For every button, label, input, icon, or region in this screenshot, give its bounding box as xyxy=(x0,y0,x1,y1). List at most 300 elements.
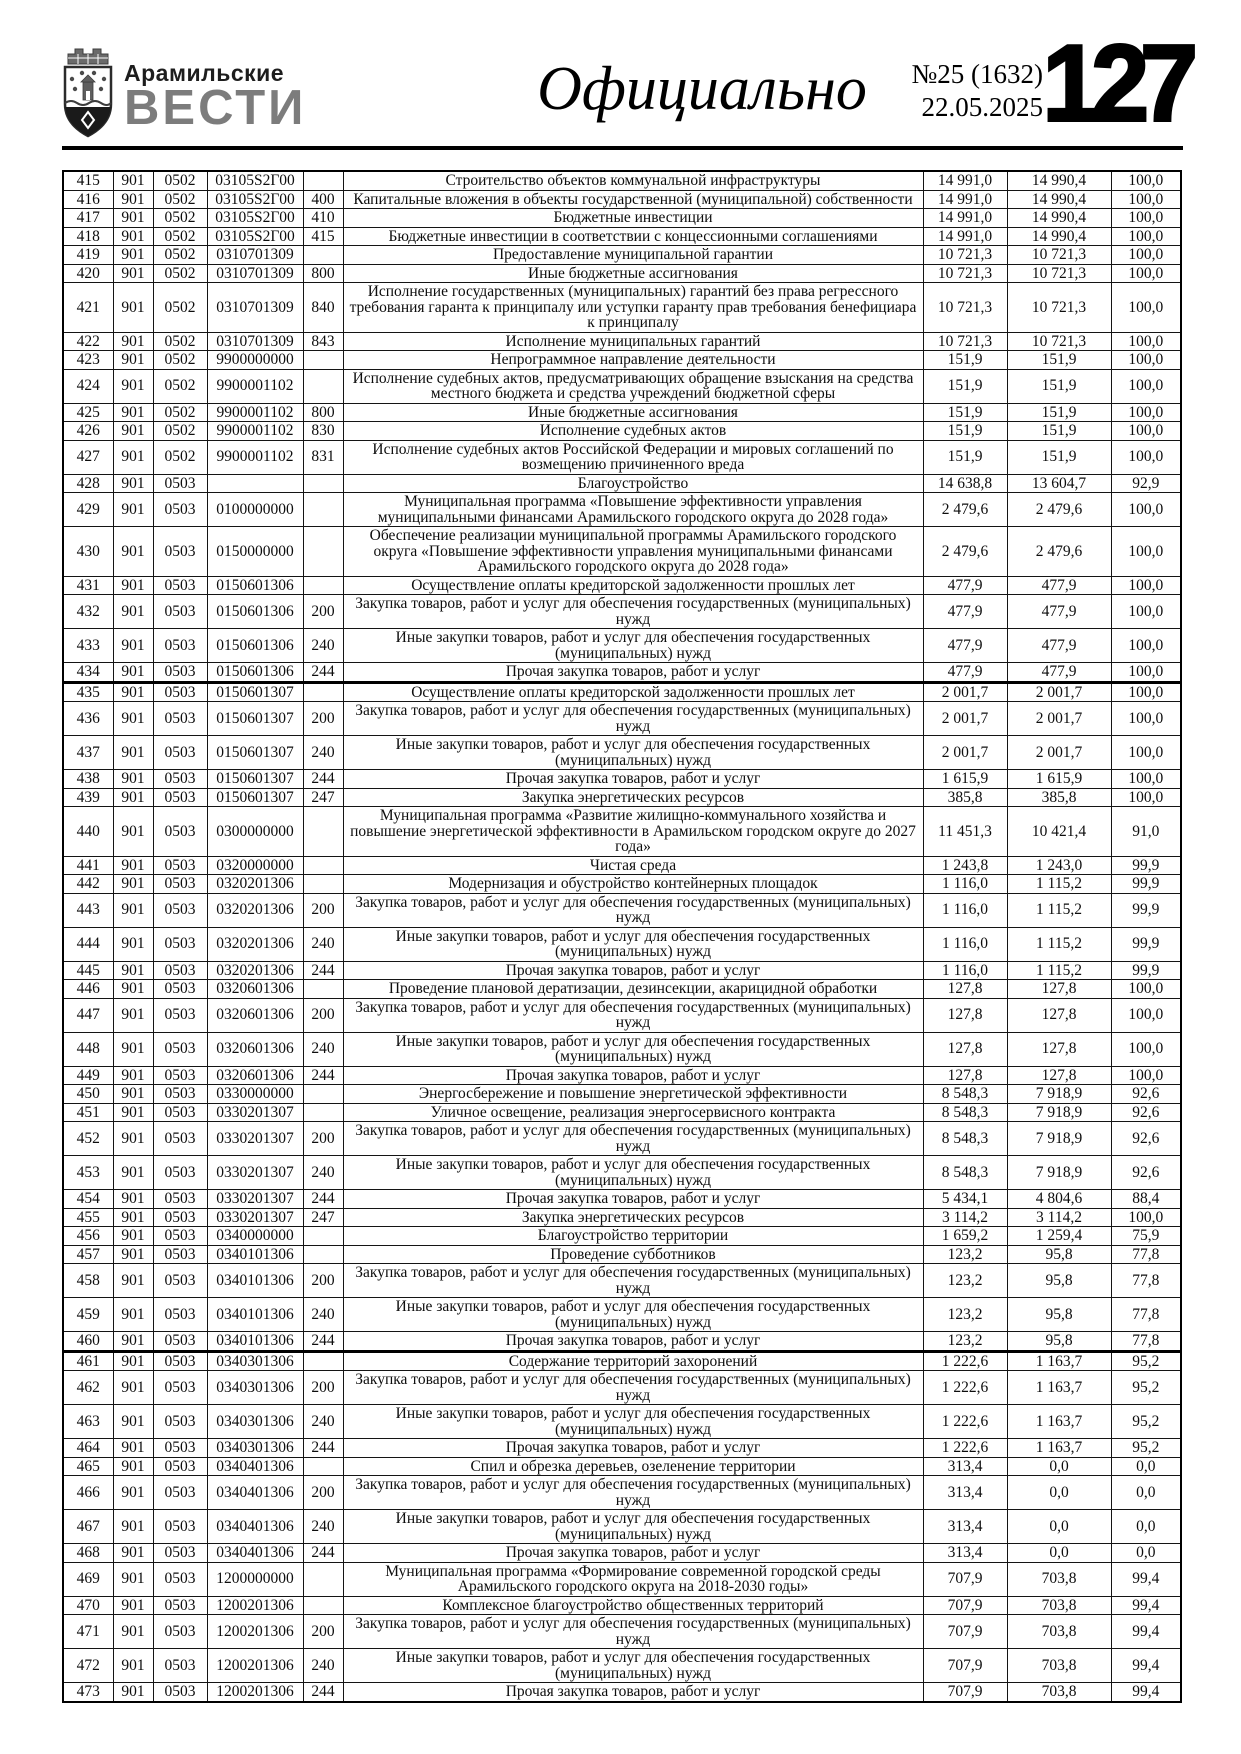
expense-name-cell: Иные закупки товаров, работ и услуг для обеспечения государственных (муниципальных) нужд xyxy=(343,629,923,663)
row-number-cell: 439 xyxy=(63,788,113,807)
section-code-cell: 0503 xyxy=(153,576,207,595)
issue-date: 22.05.2025 xyxy=(921,92,1043,122)
newspaper-name xyxy=(124,46,307,135)
plan-amount-cell: 151,9 xyxy=(923,351,1007,370)
table-row xyxy=(63,1122,1181,1156)
percent-cell: 100,0 xyxy=(1111,440,1181,474)
section-code-cell: 0503 xyxy=(153,1298,207,1332)
target-article-cell: 9900001102 xyxy=(207,403,303,422)
expense-name-cell: Энергосбережение и повышение энергетической эффективности xyxy=(343,1085,923,1104)
percent-cell: 99,4 xyxy=(1111,1615,1181,1649)
target-article-cell: 0320601306 xyxy=(207,998,303,1032)
grbs-code-cell: 901 xyxy=(113,246,153,265)
target-article-cell: 03105S2Г00 xyxy=(207,227,303,246)
target-article-cell: 0330201307 xyxy=(207,1208,303,1227)
executed-amount-cell: 703,8 xyxy=(1007,1615,1111,1649)
percent-cell: 99,4 xyxy=(1111,1596,1181,1615)
plan-amount-cell: 2 001,7 xyxy=(923,702,1007,736)
target-article-cell: 0340401306 xyxy=(207,1544,303,1563)
table-row xyxy=(63,422,1181,441)
expense-name-cell: Осуществление оплаты кредиторской задолженности прошлых лет xyxy=(343,682,923,702)
grbs-code-cell: 901 xyxy=(113,1510,153,1544)
target-article-cell: 03105S2Г00 xyxy=(207,171,303,190)
expense-name-cell: Прочая закупка товаров, работ и услуг xyxy=(343,1066,923,1085)
table-row xyxy=(63,1596,1181,1615)
percent-cell: 100,0 xyxy=(1111,264,1181,283)
table-row xyxy=(63,227,1181,246)
plan-amount-cell: 151,9 xyxy=(923,369,1007,403)
grbs-code-cell: 901 xyxy=(113,682,153,702)
table-row xyxy=(63,1032,1181,1066)
target-article-cell: 0150601306 xyxy=(207,663,303,683)
section-code-cell: 0502 xyxy=(153,351,207,370)
executed-amount-cell: 127,8 xyxy=(1007,998,1111,1032)
plan-amount-cell: 8 548,3 xyxy=(923,1156,1007,1190)
newspaper-name-bottom: ВЕСТИ xyxy=(124,81,307,135)
plan-amount-cell: 477,9 xyxy=(923,576,1007,595)
expense-type-cell: 410 xyxy=(303,209,343,228)
percent-cell: 0,0 xyxy=(1111,1476,1181,1510)
expense-name-cell: Бюджетные инвестиции в соответствии с концессионными соглашениями xyxy=(343,227,923,246)
expense-type-cell: 200 xyxy=(303,893,343,927)
expense-name-cell: Прочая закупка товаров, работ и услуг xyxy=(343,1439,923,1458)
plan-amount-cell: 8 548,3 xyxy=(923,1122,1007,1156)
expense-name-cell: Благоустройство xyxy=(343,474,923,493)
row-number-cell: 443 xyxy=(63,893,113,927)
executed-amount-cell: 14 990,4 xyxy=(1007,227,1111,246)
expense-name-cell: Осуществление оплаты кредиторской задолженности прошлых лет xyxy=(343,576,923,595)
target-article-cell: 0340301306 xyxy=(207,1371,303,1405)
executed-amount-cell: 10 721,3 xyxy=(1007,332,1111,351)
target-article-cell: 0330000000 xyxy=(207,1085,303,1104)
plan-amount-cell: 707,9 xyxy=(923,1562,1007,1596)
target-article-cell: 1200201306 xyxy=(207,1615,303,1649)
row-number-cell: 418 xyxy=(63,227,113,246)
target-article-cell: 0320601306 xyxy=(207,980,303,999)
header-divider-rule xyxy=(62,146,1183,150)
plan-amount-cell: 1 243,8 xyxy=(923,856,1007,875)
percent-cell: 91,0 xyxy=(1111,807,1181,857)
percent-cell: 100,0 xyxy=(1111,171,1181,190)
table-row xyxy=(63,1371,1181,1405)
percent-cell: 100,0 xyxy=(1111,209,1181,228)
expense-type-cell: 240 xyxy=(303,927,343,961)
target-article-cell: 0310701309 xyxy=(207,264,303,283)
target-article-cell: 0340401306 xyxy=(207,1510,303,1544)
plan-amount-cell: 313,4 xyxy=(923,1476,1007,1510)
table-row xyxy=(63,1264,1181,1298)
expense-name-cell: Обеспечение реализации муниципальной программы Арамильского городского округа «Повышение эффективности управления муниципальными финансами Арамильского городского округа до 2028 года» xyxy=(343,527,923,577)
table-row xyxy=(63,1298,1181,1332)
issue-info xyxy=(912,58,1044,124)
row-number-cell: 417 xyxy=(63,209,113,228)
expense-name-cell: Иные закупки товаров, работ и услуг для обеспечения государственных (муниципальных) нужд xyxy=(343,1032,923,1066)
executed-amount-cell: 1 115,2 xyxy=(1007,961,1111,980)
percent-cell: 100,0 xyxy=(1111,980,1181,999)
percent-cell: 100,0 xyxy=(1111,283,1181,333)
row-number-cell: 455 xyxy=(63,1208,113,1227)
percent-cell: 92,6 xyxy=(1111,1122,1181,1156)
expense-type-cell: 240 xyxy=(303,629,343,663)
plan-amount-cell: 1 116,0 xyxy=(923,961,1007,980)
expense-type-cell: 244 xyxy=(303,1683,343,1702)
expense-name-cell: Прочая закупка товаров, работ и услуг xyxy=(343,1190,923,1209)
row-number-cell: 428 xyxy=(63,474,113,493)
expense-name-cell: Муниципальная программа «Повышение эффективности управления муниципальными финансами Арамильского городского округа до 2028 года» xyxy=(343,493,923,527)
plan-amount-cell: 14 638,8 xyxy=(923,474,1007,493)
plan-amount-cell: 1 222,6 xyxy=(923,1351,1007,1371)
target-article-cell: 0340301306 xyxy=(207,1351,303,1371)
target-article-cell: 0300000000 xyxy=(207,807,303,857)
expense-type-cell xyxy=(303,171,343,190)
target-article-cell: 0340101306 xyxy=(207,1332,303,1352)
target-article-cell: 0150601306 xyxy=(207,595,303,629)
expense-type-cell: 244 xyxy=(303,961,343,980)
grbs-code-cell: 901 xyxy=(113,807,153,857)
plan-amount-cell: 707,9 xyxy=(923,1615,1007,1649)
grbs-code-cell: 901 xyxy=(113,1066,153,1085)
expense-type-cell: 244 xyxy=(303,1332,343,1352)
executed-amount-cell: 477,9 xyxy=(1007,576,1111,595)
percent-cell: 77,8 xyxy=(1111,1264,1181,1298)
row-number-cell: 462 xyxy=(63,1371,113,1405)
plan-amount-cell: 11 451,3 xyxy=(923,807,1007,857)
table-row xyxy=(63,807,1181,857)
percent-cell: 99,9 xyxy=(1111,927,1181,961)
expense-name-cell: Бюджетные инвестиции xyxy=(343,209,923,228)
section-code-cell: 0503 xyxy=(153,663,207,683)
plan-amount-cell: 127,8 xyxy=(923,998,1007,1032)
newspaper-logo xyxy=(62,46,306,138)
expense-type-cell: 200 xyxy=(303,1476,343,1510)
plan-amount-cell: 707,9 xyxy=(923,1596,1007,1615)
executed-amount-cell: 703,8 xyxy=(1007,1683,1111,1702)
executed-amount-cell: 127,8 xyxy=(1007,1066,1111,1085)
target-article-cell: 03105S2Г00 xyxy=(207,209,303,228)
percent-cell: 100,0 xyxy=(1111,422,1181,441)
percent-cell: 100,0 xyxy=(1111,788,1181,807)
plan-amount-cell: 151,9 xyxy=(923,440,1007,474)
target-article-cell: 0150601307 xyxy=(207,788,303,807)
section-code-cell: 0503 xyxy=(153,1208,207,1227)
executed-amount-cell: 1 115,2 xyxy=(1007,875,1111,894)
plan-amount-cell: 477,9 xyxy=(923,595,1007,629)
grbs-code-cell: 901 xyxy=(113,1476,153,1510)
section-code-cell: 0503 xyxy=(153,1439,207,1458)
table-row xyxy=(63,246,1181,265)
row-number-cell: 429 xyxy=(63,493,113,527)
target-article-cell: 9900000000 xyxy=(207,351,303,370)
expense-type-cell xyxy=(303,1457,343,1476)
table-row xyxy=(63,927,1181,961)
section-code-cell: 0502 xyxy=(153,171,207,190)
table-row xyxy=(63,1066,1181,1085)
grbs-code-cell: 901 xyxy=(113,893,153,927)
percent-cell: 99,9 xyxy=(1111,961,1181,980)
expense-type-cell: 244 xyxy=(303,1190,343,1209)
plan-amount-cell: 2 479,6 xyxy=(923,527,1007,577)
table-row xyxy=(63,629,1181,663)
section-code-cell: 0503 xyxy=(153,1332,207,1352)
table-row xyxy=(63,1476,1181,1510)
executed-amount-cell: 1 115,2 xyxy=(1007,927,1111,961)
expense-type-cell: 244 xyxy=(303,1439,343,1458)
plan-amount-cell: 2 001,7 xyxy=(923,682,1007,702)
percent-cell: 99,4 xyxy=(1111,1649,1181,1683)
target-article-cell: 0150601307 xyxy=(207,736,303,770)
executed-amount-cell: 0,0 xyxy=(1007,1457,1111,1476)
section-code-cell: 0503 xyxy=(153,1032,207,1066)
target-article-cell: 9900001102 xyxy=(207,369,303,403)
grbs-code-cell: 901 xyxy=(113,440,153,474)
percent-cell: 99,4 xyxy=(1111,1562,1181,1596)
percent-cell: 100,0 xyxy=(1111,190,1181,209)
target-article-cell: 0150601307 xyxy=(207,682,303,702)
expense-name-cell: Закупка товаров, работ и услуг для обеспечения государственных (муниципальных) нужд xyxy=(343,595,923,629)
masthead xyxy=(62,23,1189,145)
grbs-code-cell: 901 xyxy=(113,856,153,875)
expense-name-cell: Чистая среда xyxy=(343,856,923,875)
target-article-cell: 0340301306 xyxy=(207,1439,303,1458)
percent-cell: 100,0 xyxy=(1111,403,1181,422)
row-number-cell: 450 xyxy=(63,1085,113,1104)
row-number-cell: 470 xyxy=(63,1596,113,1615)
percent-cell: 0,0 xyxy=(1111,1544,1181,1563)
percent-cell: 100,0 xyxy=(1111,702,1181,736)
budget-table-body xyxy=(63,171,1181,1702)
row-number-cell: 473 xyxy=(63,1683,113,1702)
row-number-cell: 468 xyxy=(63,1544,113,1563)
plan-amount-cell: 2 001,7 xyxy=(923,736,1007,770)
expense-name-cell: Капитальные вложения в объекты государственной (муниципальной) собственности xyxy=(343,190,923,209)
row-number-cell: 434 xyxy=(63,663,113,683)
section-code-cell: 0503 xyxy=(153,1562,207,1596)
row-number-cell: 467 xyxy=(63,1510,113,1544)
percent-cell: 88,4 xyxy=(1111,1190,1181,1209)
grbs-code-cell: 901 xyxy=(113,369,153,403)
row-number-cell: 453 xyxy=(63,1156,113,1190)
section-code-cell: 0503 xyxy=(153,1227,207,1246)
section-code-cell: 0502 xyxy=(153,246,207,265)
executed-amount-cell: 477,9 xyxy=(1007,629,1111,663)
row-number-cell: 423 xyxy=(63,351,113,370)
expense-type-cell: 800 xyxy=(303,403,343,422)
expense-type-cell: 240 xyxy=(303,1032,343,1066)
executed-amount-cell: 1 163,7 xyxy=(1007,1439,1111,1458)
expense-type-cell: 200 xyxy=(303,1371,343,1405)
grbs-code-cell: 901 xyxy=(113,702,153,736)
section-code-cell: 0503 xyxy=(153,493,207,527)
expense-type-cell xyxy=(303,875,343,894)
section-code-cell: 0503 xyxy=(153,856,207,875)
section-code-cell: 0503 xyxy=(153,770,207,789)
grbs-code-cell: 901 xyxy=(113,927,153,961)
table-row xyxy=(63,736,1181,770)
expense-type-cell: 240 xyxy=(303,1405,343,1439)
executed-amount-cell: 0,0 xyxy=(1007,1544,1111,1563)
executed-amount-cell: 0,0 xyxy=(1007,1510,1111,1544)
row-number-cell: 448 xyxy=(63,1032,113,1066)
expense-type-cell: 415 xyxy=(303,227,343,246)
grbs-code-cell: 901 xyxy=(113,209,153,228)
grbs-code-cell: 901 xyxy=(113,595,153,629)
executed-amount-cell: 95,8 xyxy=(1007,1298,1111,1332)
row-number-cell: 436 xyxy=(63,702,113,736)
executed-amount-cell: 1 615,9 xyxy=(1007,770,1111,789)
table-row xyxy=(63,493,1181,527)
grbs-code-cell: 901 xyxy=(113,1562,153,1596)
executed-amount-cell: 703,8 xyxy=(1007,1596,1111,1615)
expense-name-cell: Иные закупки товаров, работ и услуг для обеспечения государственных (муниципальных) нужд xyxy=(343,1298,923,1332)
expense-name-cell: Исполнение судебных актов, предусматривающих обращение взыскания на средства местного бюджета и средства учреждений бюджетной сферы xyxy=(343,369,923,403)
row-number-cell: 458 xyxy=(63,1264,113,1298)
expense-name-cell: Строительство объектов коммунальной инфраструктуры xyxy=(343,171,923,190)
grbs-code-cell: 901 xyxy=(113,875,153,894)
expense-type-cell: 800 xyxy=(303,264,343,283)
table-row xyxy=(63,1227,1181,1246)
target-article-cell: 0320201306 xyxy=(207,893,303,927)
percent-cell: 95,2 xyxy=(1111,1439,1181,1458)
expense-type-cell: 200 xyxy=(303,595,343,629)
row-number-cell: 430 xyxy=(63,527,113,577)
section-code-cell: 0503 xyxy=(153,1596,207,1615)
expense-name-cell: Муниципальная программа «Развитие жилищно-коммунального хозяйства и повышение энергетической эффективности в Арамильском городском округе до 2027 года» xyxy=(343,807,923,857)
row-number-cell: 472 xyxy=(63,1649,113,1683)
grbs-code-cell: 901 xyxy=(113,1122,153,1156)
percent-cell: 77,8 xyxy=(1111,1245,1181,1264)
grbs-code-cell: 901 xyxy=(113,1596,153,1615)
table-row xyxy=(63,576,1181,595)
table-row xyxy=(63,190,1181,209)
target-article-cell: 0320201306 xyxy=(207,875,303,894)
percent-cell: 99,9 xyxy=(1111,893,1181,927)
expense-name-cell: Закупка товаров, работ и услуг для обеспечения государственных (муниципальных) нужд xyxy=(343,1476,923,1510)
expense-name-cell: Закупка товаров, работ и услуг для обеспечения государственных (муниципальных) нужд xyxy=(343,702,923,736)
table-row xyxy=(63,663,1181,683)
target-article-cell: 0340101306 xyxy=(207,1298,303,1332)
section-code-cell: 0503 xyxy=(153,1085,207,1104)
percent-cell: 100,0 xyxy=(1111,682,1181,702)
section-code-cell: 0503 xyxy=(153,736,207,770)
executed-amount-cell: 10 721,3 xyxy=(1007,283,1111,333)
table-row xyxy=(63,595,1181,629)
table-row xyxy=(63,1615,1181,1649)
table-row xyxy=(63,1245,1181,1264)
executed-amount-cell: 2 001,7 xyxy=(1007,702,1111,736)
expense-name-cell: Закупка товаров, работ и услуг для обеспечения государственных (муниципальных) нужд xyxy=(343,998,923,1032)
plan-amount-cell: 10 721,3 xyxy=(923,264,1007,283)
grbs-code-cell: 901 xyxy=(113,998,153,1032)
percent-cell: 100,0 xyxy=(1111,576,1181,595)
grbs-code-cell: 901 xyxy=(113,663,153,683)
grbs-code-cell: 901 xyxy=(113,351,153,370)
expense-name-cell: Проведение субботников xyxy=(343,1245,923,1264)
section-code-cell: 0502 xyxy=(153,190,207,209)
grbs-code-cell: 901 xyxy=(113,227,153,246)
target-article-cell: 0310701309 xyxy=(207,283,303,333)
row-number-cell: 421 xyxy=(63,283,113,333)
section-code-cell: 0503 xyxy=(153,527,207,577)
section-code-cell: 0503 xyxy=(153,1371,207,1405)
row-number-cell: 451 xyxy=(63,1103,113,1122)
row-number-cell: 440 xyxy=(63,807,113,857)
grbs-code-cell: 901 xyxy=(113,629,153,663)
grbs-code-cell: 901 xyxy=(113,190,153,209)
table-row xyxy=(63,856,1181,875)
row-number-cell: 426 xyxy=(63,422,113,441)
expense-type-cell xyxy=(303,1085,343,1104)
grbs-code-cell: 901 xyxy=(113,422,153,441)
grbs-code-cell: 901 xyxy=(113,576,153,595)
plan-amount-cell: 8 548,3 xyxy=(923,1085,1007,1104)
grbs-code-cell: 901 xyxy=(113,474,153,493)
expense-name-cell: Прочая закупка товаров, работ и услуг xyxy=(343,961,923,980)
plan-amount-cell: 313,4 xyxy=(923,1457,1007,1476)
expense-type-cell: 240 xyxy=(303,1649,343,1683)
expense-type-cell xyxy=(303,980,343,999)
expense-name-cell: Благоустройство территории xyxy=(343,1227,923,1246)
section-code-cell: 0503 xyxy=(153,927,207,961)
section-code-cell: 0503 xyxy=(153,1190,207,1209)
percent-cell: 100,0 xyxy=(1111,736,1181,770)
executed-amount-cell: 1 243,0 xyxy=(1007,856,1111,875)
plan-amount-cell: 2 479,6 xyxy=(923,493,1007,527)
expense-name-cell: Прочая закупка товаров, работ и услуг xyxy=(343,770,923,789)
section-code-cell: 0502 xyxy=(153,332,207,351)
expense-type-cell xyxy=(303,1596,343,1615)
row-number-cell: 425 xyxy=(63,403,113,422)
expense-name-cell: Содержание территорий захоронений xyxy=(343,1351,923,1371)
percent-cell: 75,9 xyxy=(1111,1227,1181,1246)
percent-cell: 100,0 xyxy=(1111,227,1181,246)
section-code-cell: 0502 xyxy=(153,403,207,422)
expense-type-cell xyxy=(303,474,343,493)
budget-table-container xyxy=(62,170,1182,1703)
page-number: 127 xyxy=(1042,23,1189,145)
expense-name-cell: Комплексное благоустройство общественных территорий xyxy=(343,1596,923,1615)
plan-amount-cell: 123,2 xyxy=(923,1264,1007,1298)
percent-cell: 100,0 xyxy=(1111,595,1181,629)
executed-amount-cell: 2 001,7 xyxy=(1007,736,1111,770)
target-article-cell: 1200201306 xyxy=(207,1683,303,1702)
expense-name-cell: Уличное освещение, реализация энергосервисного контракта xyxy=(343,1103,923,1122)
plan-amount-cell: 3 114,2 xyxy=(923,1208,1007,1227)
section-code-cell: 0502 xyxy=(153,209,207,228)
table-row xyxy=(63,961,1181,980)
percent-cell: 92,6 xyxy=(1111,1103,1181,1122)
table-row xyxy=(63,1332,1181,1352)
table-row xyxy=(63,1439,1181,1458)
row-number-cell: 432 xyxy=(63,595,113,629)
plan-amount-cell: 123,2 xyxy=(923,1332,1007,1352)
section-code-cell: 0503 xyxy=(153,1066,207,1085)
expense-type-cell: 244 xyxy=(303,663,343,683)
plan-amount-cell: 127,8 xyxy=(923,1032,1007,1066)
row-number-cell: 420 xyxy=(63,264,113,283)
expense-name-cell: Проведение плановой дератизации, дезинсекции, акарицидной обработки xyxy=(343,980,923,999)
expense-name-cell: Иные бюджетные ассигнования xyxy=(343,264,923,283)
percent-cell: 95,2 xyxy=(1111,1351,1181,1371)
grbs-code-cell: 901 xyxy=(113,1103,153,1122)
target-article-cell: 0330201307 xyxy=(207,1156,303,1190)
plan-amount-cell: 10 721,3 xyxy=(923,332,1007,351)
plan-amount-cell: 123,2 xyxy=(923,1245,1007,1264)
expense-name-cell: Предоставление муниципальной гарантии xyxy=(343,246,923,265)
target-article-cell: 1200201306 xyxy=(207,1596,303,1615)
executed-amount-cell: 2 001,7 xyxy=(1007,682,1111,702)
section-code-cell: 0503 xyxy=(153,1457,207,1476)
table-row xyxy=(63,1156,1181,1190)
